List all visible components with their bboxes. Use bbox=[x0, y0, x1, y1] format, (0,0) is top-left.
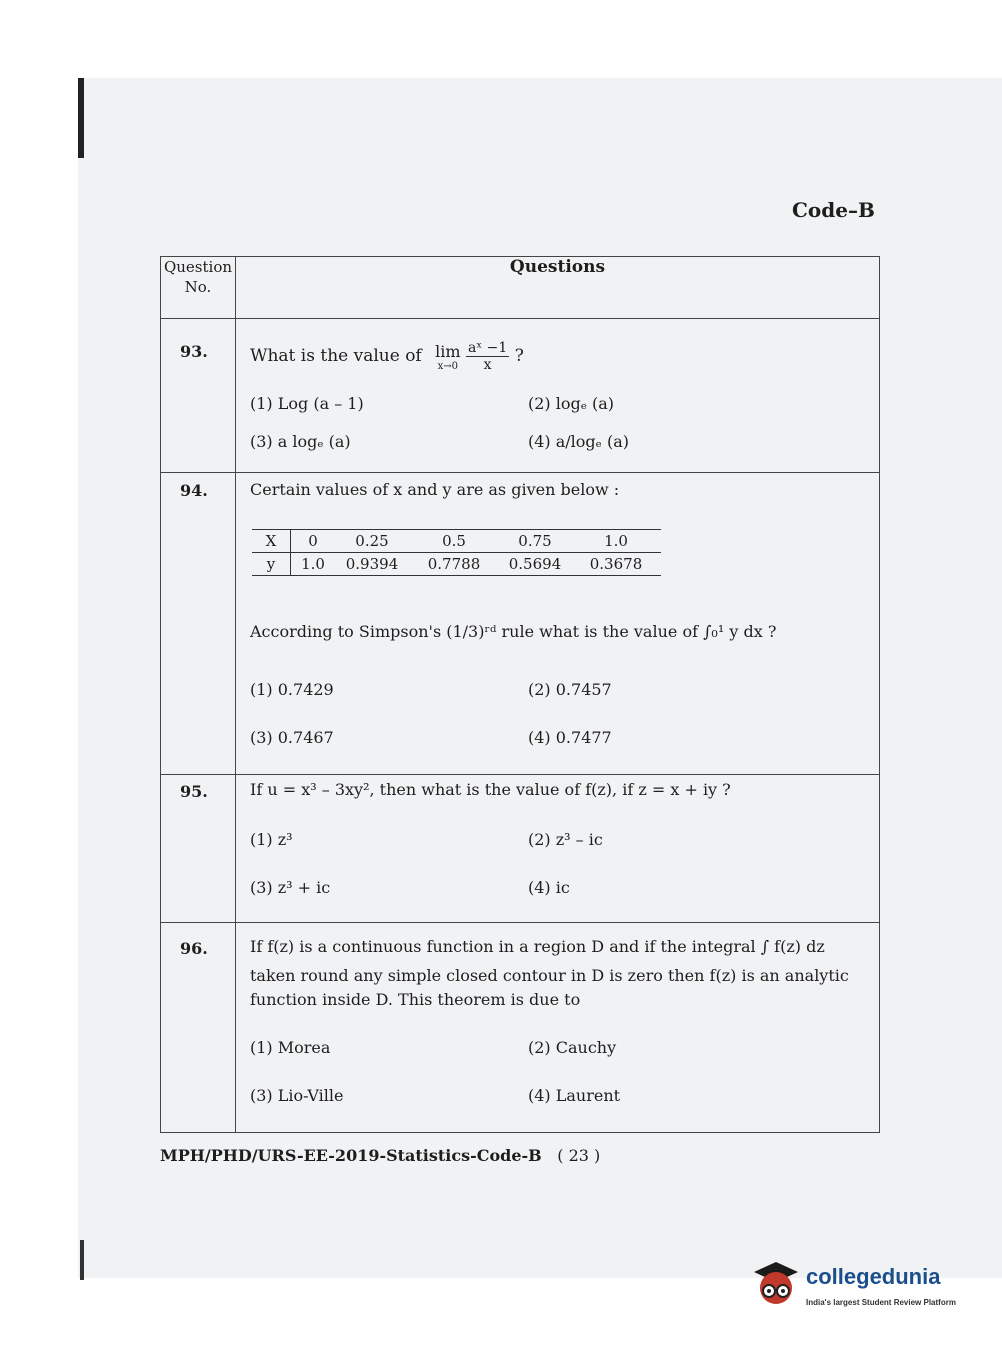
question-text-line: function inside D. This theorem is due to bbox=[250, 990, 581, 1009]
question-text: Certain values of x and y are as given below : bbox=[250, 480, 620, 499]
paper-code: Code–B bbox=[792, 198, 875, 222]
logo-name: collegedunia bbox=[806, 1264, 941, 1289]
question-text: What is the value of lim x→0 $\frac{\text{aˣ −1}}{x}$ ? bbox=[250, 340, 524, 373]
question-number: 94. bbox=[180, 481, 208, 500]
question-number: 95. bbox=[180, 782, 208, 801]
question-text: If u = x³ – 3xy², then what is the value of f(z), if z = x + iy ? bbox=[250, 780, 731, 799]
option-1: (1) Log (a – 1) bbox=[250, 394, 364, 413]
option-4: (4) 0.7477 bbox=[528, 728, 612, 747]
footer-code: MPH/PHD/URS-EE-2019-Statistics-Code-B bbox=[160, 1146, 542, 1165]
option-3: (3) Lio-Ville bbox=[250, 1086, 344, 1105]
data-table bbox=[252, 529, 661, 576]
option-1: (1) Morea bbox=[250, 1038, 331, 1057]
question-text-line: If f(z) is a continuous function in a region D and if the integral ∫ f(z) dz bbox=[250, 937, 825, 956]
page-edge-shadow bbox=[78, 78, 84, 158]
option-2: (2) 0.7457 bbox=[528, 680, 612, 699]
option-4: (4) Laurent bbox=[528, 1086, 621, 1105]
fraction: $\frac{\text{aˣ −1}}{x}$ bbox=[467, 340, 508, 373]
page-footer bbox=[160, 1146, 600, 1165]
page-edge-shadow bbox=[80, 1240, 84, 1280]
question-number: 96. bbox=[180, 939, 208, 958]
option-3: (3) 0.7467 bbox=[250, 728, 334, 747]
table-row: X 0 0.25 0.5 0.75 1.0 bbox=[252, 530, 661, 553]
logo-tagline: India's largest Student Review Platform bbox=[806, 1298, 956, 1307]
option-2: (2) Cauchy bbox=[528, 1038, 617, 1057]
option-1: (1) z³ bbox=[250, 830, 293, 849]
question-number: 93. bbox=[180, 342, 208, 361]
table-row: y 1.0 0.9394 0.7788 0.5694 0.3678 bbox=[252, 553, 661, 576]
option-2: (2) z³ – ic bbox=[528, 830, 603, 849]
option-2: (2) logₑ (a) bbox=[528, 394, 615, 413]
option-4: (4) ic bbox=[528, 878, 570, 897]
collegedunia-logo bbox=[748, 1258, 956, 1318]
limit-notation: lim x→0 bbox=[435, 341, 461, 372]
question-text: According to Simpson's (1/3)ʳᵈ rule what is the value of ∫₀¹ y dx ? bbox=[250, 622, 777, 641]
option-3: (3) a logₑ (a) bbox=[250, 432, 351, 451]
option-1: (1) 0.7429 bbox=[250, 680, 334, 699]
option-4: (4) a/logₑ (a) bbox=[528, 432, 629, 451]
header-question-no: Question No. bbox=[161, 257, 236, 319]
question-text-line: taken round any simple closed contour in D is zero then f(z) is an analytic bbox=[250, 966, 849, 985]
option-3: (3) z³ + ic bbox=[250, 878, 331, 897]
header-questions: Questions bbox=[236, 257, 880, 319]
mascot-icon bbox=[748, 1258, 804, 1314]
page-number: ( 23 ) bbox=[557, 1146, 601, 1165]
